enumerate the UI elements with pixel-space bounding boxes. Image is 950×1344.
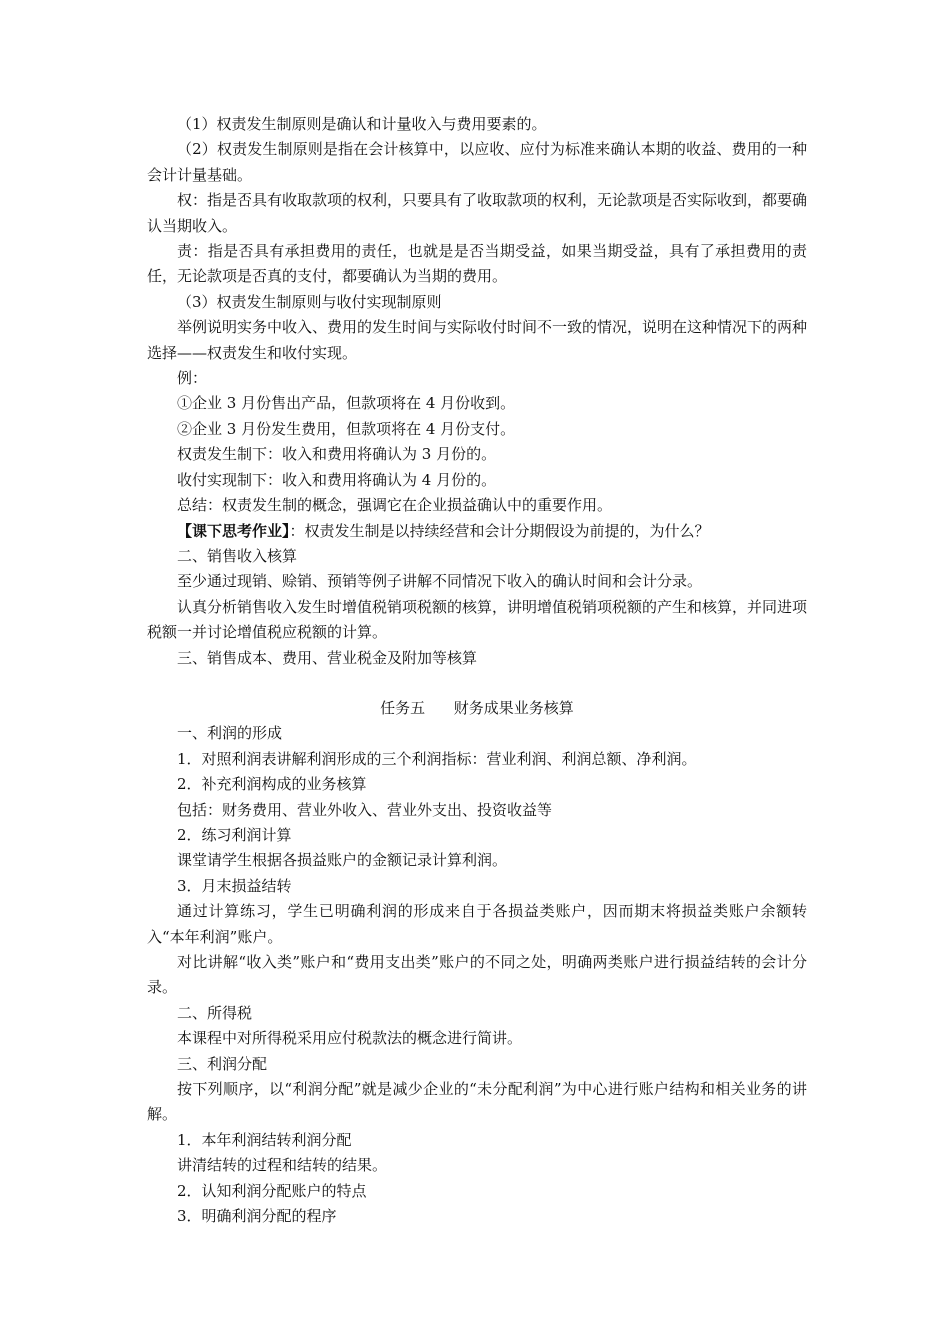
paragraph-vat: 认真分析销售收入发生时增值税销项税额的核算，讲明增值税销项税额的产生和核算，并同进项税额一并讨论增值税应税额的计算。 xyxy=(147,597,808,642)
paragraph-profit-class: 课堂请学生根据各损益账户的金额记录计算利润。 xyxy=(177,851,508,870)
paragraph-profit-practice: 2．练习利润计算 xyxy=(177,825,292,844)
task-number: 任务五 xyxy=(380,698,426,717)
paragraph-distribution-1-detail: 讲清结转的过程和结转的结果。 xyxy=(177,1156,388,1175)
paragraph-example-2: ②企业 3 月份发生费用，但款项将在 4 月份支付。 xyxy=(177,419,516,438)
section-profit-distribution: 三、利润分配 xyxy=(177,1054,268,1073)
paragraph-sales-examples: 至少通过现销、赊销、预销等例子讲解不同情况下收入的确认时间和会计分录。 xyxy=(177,572,703,591)
document-body xyxy=(147,112,807,1229)
paragraph-example-intro: 举例说明实务中收入、费用的发生时间与实际收付时间不一致的情况，说明在这种情况下的两种选择——权责发生和收付实现。 xyxy=(147,318,808,362)
homework-label: 【课下思考作业】 xyxy=(177,521,290,540)
section-income-tax: 二、所得税 xyxy=(177,1003,253,1022)
paragraph-homework xyxy=(147,519,807,544)
paragraph-distribution-order: 按下列顺序，以“利润分配”就是减少企业的“未分配利润”为中心进行账户结构和相关业务的讲解。 xyxy=(147,1080,807,1124)
paragraph-accrual-3: （3）权责发生制原则与收付实现制原则 xyxy=(177,292,442,311)
paragraph-accrual-2: （2）权责发生制原则是指在会计核算中，以应收、应付为标准来确认本期的收益、费用的一种会计计量基础。 xyxy=(147,140,807,184)
paragraph-distribution-1: 1．本年利润结转利润分配 xyxy=(177,1130,352,1149)
paragraph-month-end-detail: 通过计算练习，学生已明确利润的形成来自于各损益类账户，因而期末将损益类账户余额转入“本年利润”账户。 xyxy=(147,902,807,946)
paragraph-profit-2: 2．补充利润构成的业务核算 xyxy=(177,775,367,794)
paragraph-example-label: 例： xyxy=(177,369,208,388)
section-profit-formation: 一、利润的形成 xyxy=(177,724,283,743)
section-sales-cost: 三、销售成本、费用、营业税金及附加等核算 xyxy=(177,648,478,667)
paragraph-compare-accounts: 对比讲解“收入类”账户和“费用支出类”账户的不同之处，明确两类账户进行损益结转的会计分录。 xyxy=(147,953,807,997)
paragraph-example-1: ①企业 3 月份售出产品，但款项将在 4 月份收到。 xyxy=(177,394,516,413)
homework-text: ：权责发生制是以持续经营和会计分期假设为前提的，为什么？ xyxy=(289,521,710,540)
paragraph-responsibility: 责：指是否具有承担费用的责任，也就是是否当期受益，如果当期受益，具有了承担费用的责任，无论款项是否真的支付，都要确认为当期的费用。 xyxy=(147,242,807,286)
paragraph-profit-1: 1．对照利润表讲解利润形成的三个利润指标：营业利润、利润总额、净利润。 xyxy=(177,749,697,768)
task-heading xyxy=(147,696,807,721)
paragraph-right: 权：指是否具有收取款项的权利，只要具有了收取款项的权利，无论款项是否实际收到，都要确认当期收入。 xyxy=(147,191,808,235)
paragraph-summary: 总结：权责发生制的概念，强调它在企业损益确认中的重要作用。 xyxy=(177,496,613,515)
section-gap xyxy=(147,671,807,696)
paragraph-profit-includes: 包括：财务费用、营业外收入、营业外支出、投资收益等 xyxy=(177,800,553,819)
task-title: 财务成果业务核算 xyxy=(453,698,574,717)
paragraph-income-tax: 本课程中对所得税采用应付税款法的概念进行简讲。 xyxy=(177,1029,523,1048)
paragraph-cash-basis: 收付实现制下：收入和费用将确认为 4 月份的。 xyxy=(177,470,497,489)
paragraph-accrual-1: （1）权责发生制原则是确认和计量收入与费用要素的。 xyxy=(177,115,547,133)
paragraph-accrual-basis: 权责发生制下：收入和费用将确认为 3 月份的。 xyxy=(177,445,497,464)
paragraph-distribution-2: 2．认知利润分配账户的特点 xyxy=(177,1181,367,1200)
paragraph-distribution-3: 3．明确利润分配的程序 xyxy=(177,1207,337,1226)
paragraph-month-end: 3．月末损益结转 xyxy=(177,876,292,895)
section-sales-revenue: 二、销售收入核算 xyxy=(177,546,298,565)
